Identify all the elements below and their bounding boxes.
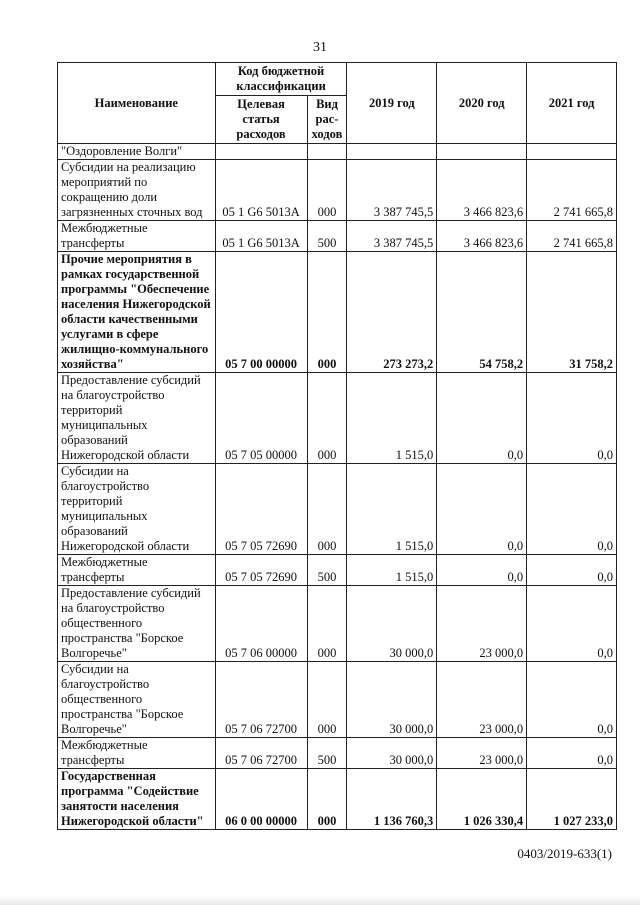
cell-name: Субсидии на благоустройство общественного пространства "Борское Волгоречье" [58,662,216,738]
cell-kind: 000 [307,252,347,373]
cell-y2019: 30 000,0 [347,738,437,769]
table-row [58,221,617,252]
cell-y2021: 0,0 [527,662,617,738]
table-row [58,144,617,160]
cell-y2021: 0,0 [527,738,617,769]
cell-code: 05 7 06 72700 [215,738,307,769]
budget-table [57,62,617,830]
cell-code: 05 1 G6 5013A [215,221,307,252]
cell-name: Межбюджетные трансферты [58,555,216,586]
cell-y2019: 273 273,2 [347,252,437,373]
cell-y2021: 0,0 [527,464,617,555]
cell-code: 05 7 06 00000 [215,586,307,662]
cell-name: Предоставление субсидий на благоустройство территорий муниципальных образований Нижегородской области [58,373,216,464]
table-row [58,769,617,830]
cell-kind: 500 [307,555,347,586]
header-expense-type: Вид рас-ходов [307,96,347,144]
cell-name: Субсидии на реализацию мероприятий по сокращению доли загрязненных сточных вод [58,160,216,221]
cell-y2019: 3 387 745,5 [347,160,437,221]
cell-y2020: 0,0 [437,373,527,464]
table-body [58,144,617,830]
cell-y2019: 30 000,0 [347,662,437,738]
table-row [58,555,617,586]
cell-y2019: 1 515,0 [347,464,437,555]
cell-kind: 000 [307,464,347,555]
cell-y2019 [347,144,437,160]
cell-y2020 [437,144,527,160]
header-target-article: Целевая статья расходов [215,96,307,144]
cell-code: 05 7 05 72690 [215,555,307,586]
cell-kind: 000 [307,160,347,221]
cell-y2021: 31 758,2 [527,252,617,373]
cell-kind: 000 [307,769,347,830]
cell-code: 05 7 05 72690 [215,464,307,555]
cell-y2021: 1 027 233,0 [527,769,617,830]
cell-name: Прочие мероприятия в рамках государственной программы "Обеспечение населения Нижегородской области качественными услугами в сфере жилищно-коммунального хозяйства" [58,252,216,373]
cell-code: 06 0 00 00000 [215,769,307,830]
cell-y2020: 1 026 330,4 [437,769,527,830]
cell-y2020: 0,0 [437,555,527,586]
header-2019: 2019 год [347,63,437,144]
cell-y2020: 23 000,0 [437,586,527,662]
cell-y2021 [527,144,617,160]
table-row [58,252,617,373]
table-row [58,464,617,555]
cell-code: 05 7 06 72700 [215,662,307,738]
header-name: Наименование [58,63,216,144]
cell-y2021: 0,0 [527,586,617,662]
cell-y2020: 3 466 823,6 [437,160,527,221]
cell-code: 05 7 05 00000 [215,373,307,464]
cell-y2020: 0,0 [437,464,527,555]
cell-name: "Оздоровление Волги" [58,144,216,160]
cell-code [215,144,307,160]
cell-y2019: 1 515,0 [347,555,437,586]
table-row [58,738,617,769]
cell-kind: 500 [307,221,347,252]
cell-name: Межбюджетные трансферты [58,221,216,252]
cell-y2020: 23 000,0 [437,738,527,769]
cell-kind: 000 [307,662,347,738]
cell-y2020: 23 000,0 [437,662,527,738]
cell-code: 05 1 G6 5013A [215,160,307,221]
cell-name: Межбюджетные трансферты [58,738,216,769]
table-row [58,586,617,662]
cell-y2020: 54 758,2 [437,252,527,373]
cell-kind [307,144,347,160]
cell-code: 05 7 00 00000 [215,252,307,373]
header-budget-code: Код бюджетной классификации [215,63,347,96]
document-code: 0403/2019-633(1) [517,846,612,861]
header-2020: 2020 год [437,63,527,144]
cell-kind: 500 [307,738,347,769]
cell-y2021: 0,0 [527,555,617,586]
scan-edge [0,895,640,905]
table-row [58,373,617,464]
header-2021: 2021 год [527,63,617,144]
cell-kind: 000 [307,373,347,464]
cell-y2020: 3 466 823,6 [437,221,527,252]
cell-name: Субсидии на благоустройство территорий муниципальных образований Нижегородской области [58,464,216,555]
cell-y2021: 0,0 [527,373,617,464]
page-number: 31 [313,40,327,55]
cell-kind: 000 [307,586,347,662]
table-row [58,662,617,738]
table-row [58,160,617,221]
cell-y2019: 30 000,0 [347,586,437,662]
cell-y2019: 3 387 745,5 [347,221,437,252]
cell-y2019: 1 136 760,3 [347,769,437,830]
cell-y2019: 1 515,0 [347,373,437,464]
cell-name: Государственная программа "Содействие занятости населения Нижегородской области" [58,769,216,830]
cell-y2021: 2 741 665,8 [527,221,617,252]
cell-name: Предоставление субсидий на благоустройство общественного пространства "Борское Волгоречье" [58,586,216,662]
cell-y2021: 2 741 665,8 [527,160,617,221]
